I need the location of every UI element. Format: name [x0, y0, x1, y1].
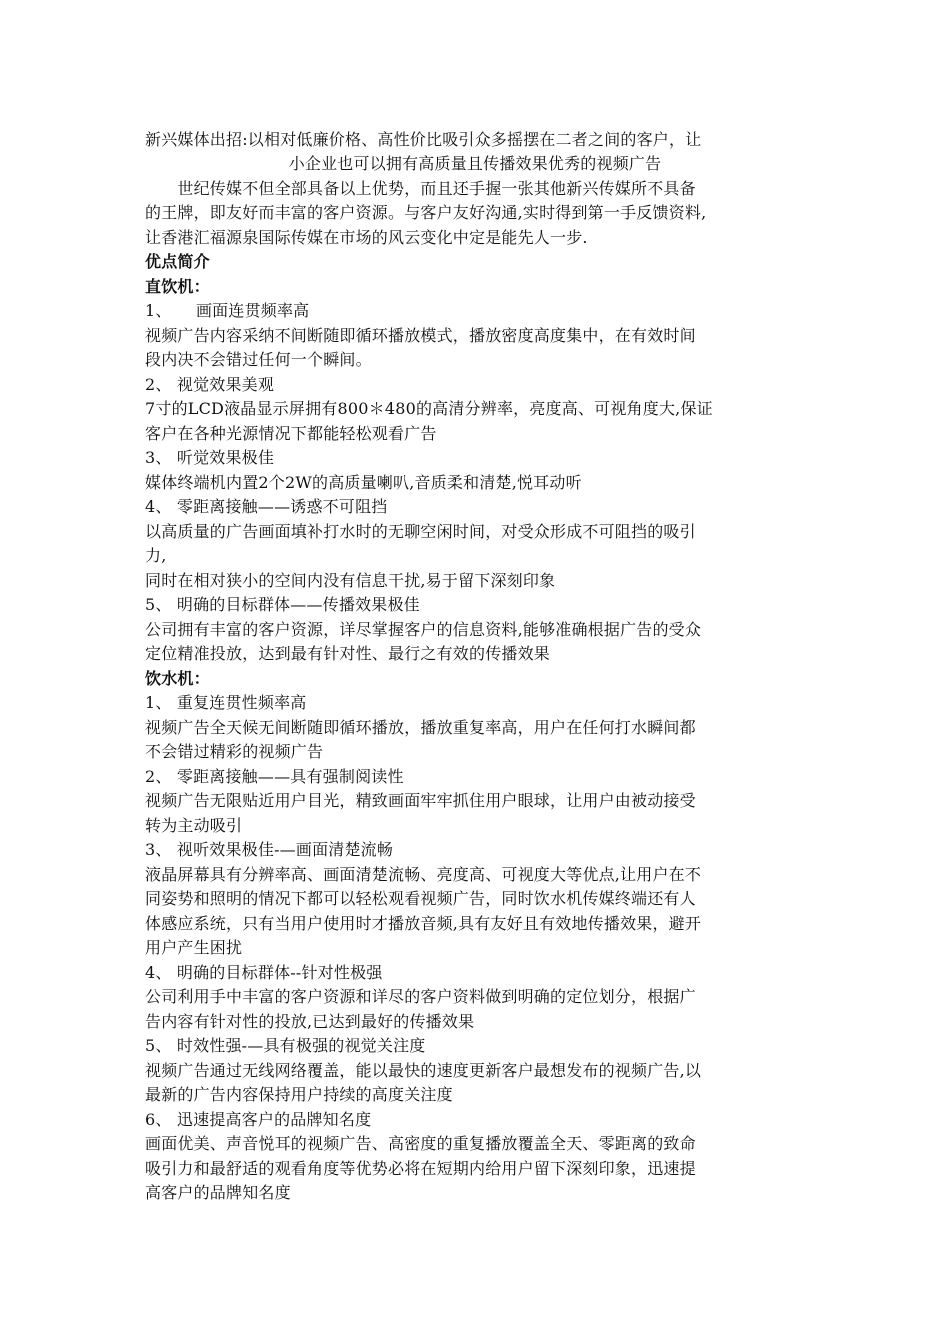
intro-paragraph-line-2: 的王牌，即友好而丰富的客户资源。与客户友好沟通,实时得到第一手反馈资料,: [145, 203, 707, 222]
water-item-6-text: 吸引力和最舒适的观看角度等优势必将在短期内给用户留下深刻印象，迅速提: [145, 1159, 696, 1178]
direct-item-4-text: 以高质量的广告画面填补打水时的无聊空闲时间，对受众形成不可阻挡的吸引: [145, 522, 696, 541]
heading-advantages: 优点简介: [145, 252, 210, 271]
direct-item-1-text: 视频广告内容采纳不间断随即循环播放模式，播放密度高度集中，在有效时间: [145, 326, 696, 345]
water-item-4-title: 4、 明确的目标群体--针对性极强: [145, 963, 383, 982]
water-item-6-title: 6、 迅速提高客户的品牌知名度: [145, 1110, 372, 1129]
direct-item-5-text: 公司拥有丰富的客户资源，详尽掌握客户的信息资料,能够准确根据广告的受众: [145, 620, 702, 639]
direct-item-2-text: 客户在各种光源情况下都能轻松观看广告: [145, 424, 437, 443]
water-item-3-title: 3、 视听效果极佳-—画面清楚流畅: [145, 840, 394, 859]
direct-item-1-title: 1、 画面连贯频率高: [145, 301, 310, 320]
intro-paragraph-line-1: 世纪传媒不但全部具备以上优势，而且还手握一张其他新兴传媒所不具备: [145, 179, 696, 198]
water-item-5-text: 最新的广告内容保持用户持续的高度关注度: [145, 1085, 453, 1104]
heading-direct-machine: 直饮机：: [145, 277, 210, 296]
water-item-3-text: 用户产生困扰: [145, 938, 243, 957]
direct-item-4-text: 同时在相对狭小的空间内没有信息干扰,易于留下深刻印象: [145, 571, 556, 590]
water-item-4-text: 公司利用手中丰富的客户资源和详尽的客户资料做到明确的定位划分，根据广: [145, 987, 696, 1006]
direct-item-3-title: 3、 听觉效果极佳: [145, 448, 275, 467]
water-item-3-text: 同姿势和照明的情况下都可以轻松观看视频广告，同时饮水机传媒终端还有人: [145, 889, 696, 908]
direct-item-2-text: 7寸的LCD液晶显示屏拥有800＊480的高清分辨率，亮度高、可视角度大,保证: [145, 399, 713, 418]
water-item-2-title: 2、 零距离接触——具有强制阅读性: [145, 767, 404, 786]
direct-item-1-text: 段内决不会错过任何一个瞬间。: [145, 350, 372, 369]
water-item-5-title: 5、 时效性强-—具有极强的视觉关注度: [145, 1036, 426, 1055]
water-item-6-text: 画面优美、声音悦耳的视频广告、高密度的重复播放覆盖全天、零距离的致命: [145, 1134, 696, 1153]
water-item-6-text: 高客户的品牌知名度: [145, 1183, 291, 1202]
direct-item-4-title: 4、 零距离接触——诱惑不可阻挡: [145, 497, 388, 516]
intro-line-1: 新兴媒体出招:以相对低廉价格、高性价比吸引众多摇摆在二者之间的客户，让: [145, 130, 702, 149]
intro-line-2: 小企业也可以拥有高质量且传播效果优秀的视频广告: [288, 154, 662, 173]
intro-paragraph-line-3: 让香港汇福源泉国际传媒在市场的风云变化中定是能先人一步.: [145, 228, 588, 247]
water-item-1-text: 视频广告全天候无间断随即循环播放，播放重复率高，用户在任何打水瞬间都: [145, 718, 696, 737]
water-item-1-text: 不会错过精彩的视频广告: [145, 742, 324, 761]
water-item-1-title: 1、 重复连贯性频率高: [145, 693, 307, 712]
water-item-2-text: 视频广告无限贴近用户目光，精致画面牢牢抓住用户眼球，让用户由被动接受: [145, 791, 696, 810]
direct-item-5-text: 定位精准投放，达到最有针对性、最行之有效的传播效果: [145, 644, 551, 663]
direct-item-3-text: 媒体终端机内置2个2W的高质量喇叭,音质柔和清楚,悦耳动听: [145, 473, 582, 492]
heading-water-dispenser: 饮水机：: [145, 669, 210, 688]
water-item-3-text: 液晶屏幕具有分辨率高、画面清楚流畅、亮度高、可视度大等优点,让用户在不: [145, 865, 702, 884]
water-item-2-text: 转为主动吸引: [145, 816, 243, 835]
direct-item-5-title: 5、 明确的目标群体——传播效果极佳: [145, 595, 420, 614]
direct-item-4-text: 力,: [145, 546, 167, 565]
water-item-4-text: 告内容有针对性的投放,已达到最好的传播效果: [145, 1012, 475, 1031]
direct-item-2-title: 2、 视觉效果美观: [145, 375, 275, 394]
water-item-5-text: 视频广告通过无线网络覆盖，能以最快的速度更新客户最想发布的视频广告,以: [145, 1061, 702, 1080]
water-item-3-text: 体感应系统，只有当用户使用时才播放音频,具有友好且有效地传播效果，避开: [145, 914, 702, 933]
